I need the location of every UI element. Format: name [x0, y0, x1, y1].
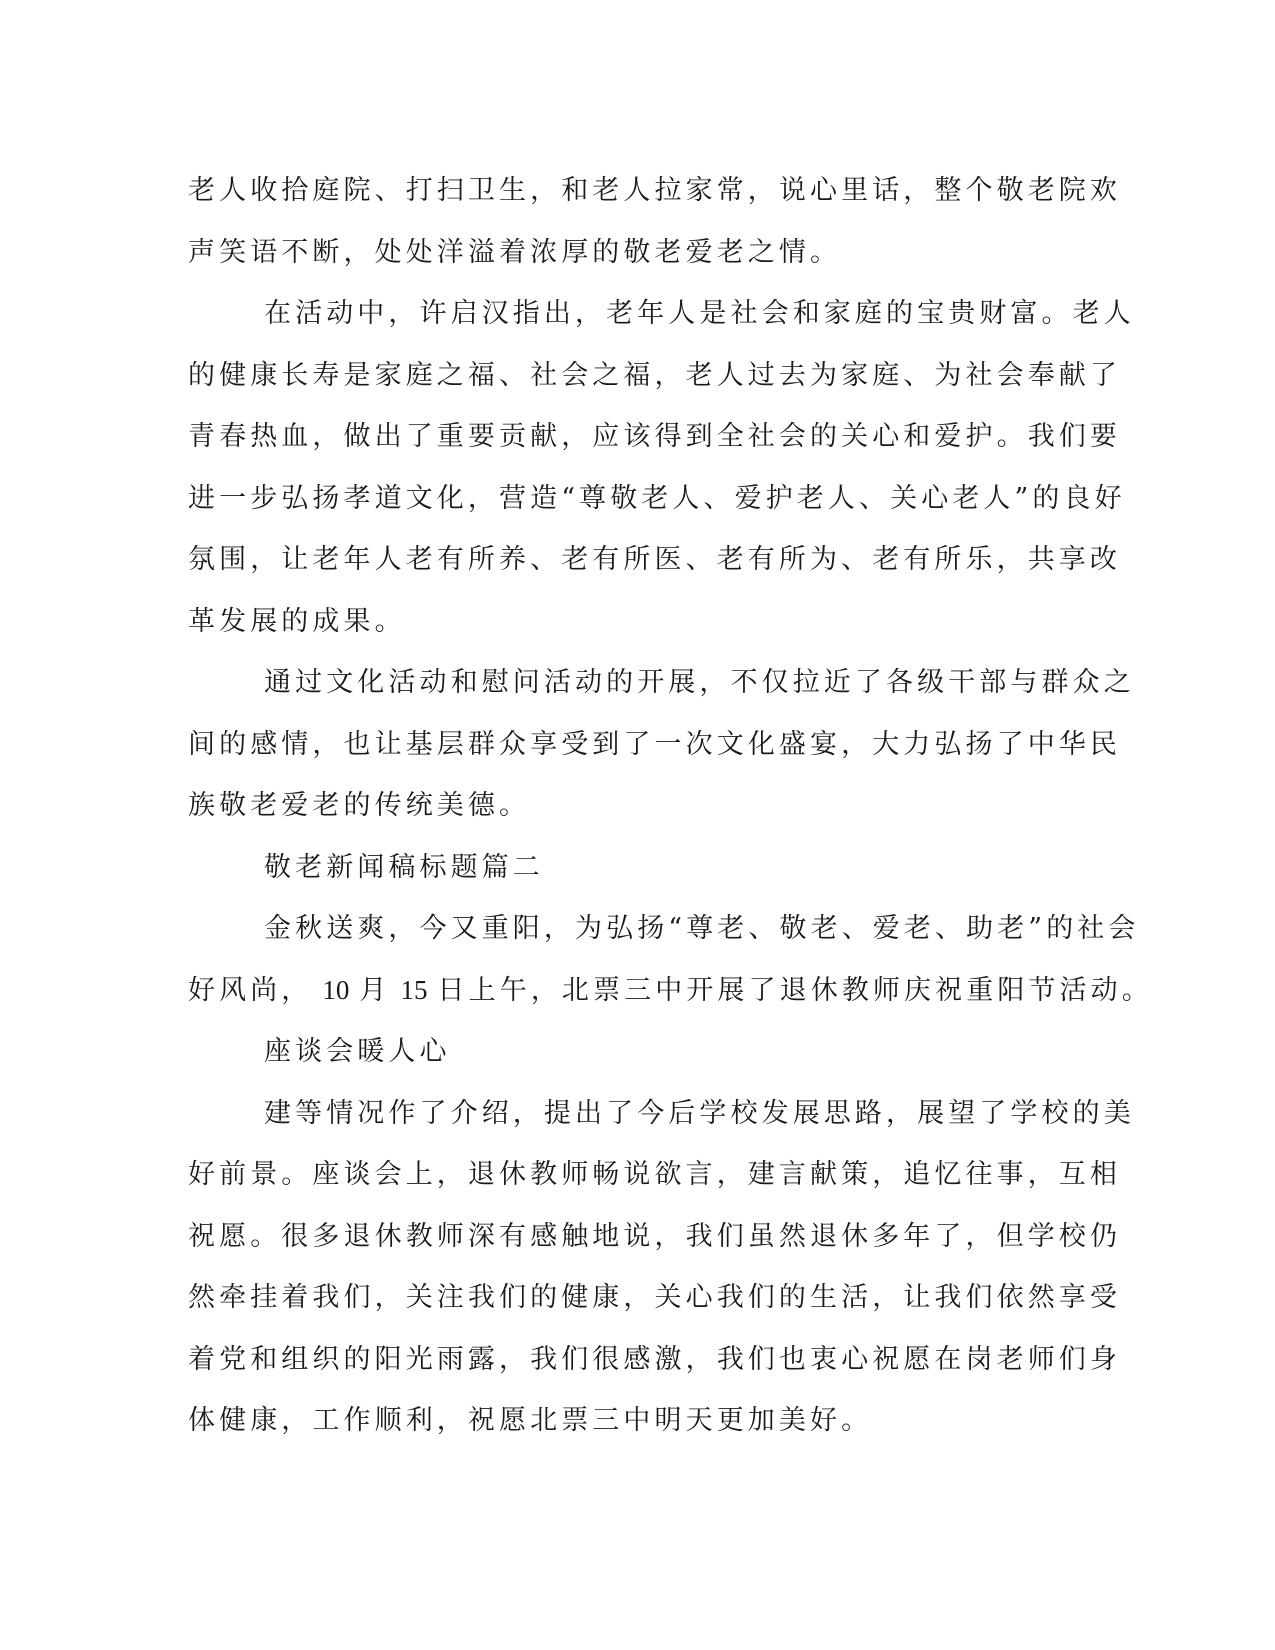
- text-line: 通过文化活动和慰问活动的开展，不仅拉近了各级干部与群众之: [264, 667, 1135, 698]
- paragraph-3: [188, 652, 1135, 837]
- heading-text: 敬老新闻稿标题篇二: [264, 851, 544, 883]
- text-fragment: 日上午，北票三中开展了退休教师庆祝重阳节活动。: [437, 974, 1153, 1006]
- text-line-with-date: [188, 960, 1153, 1022]
- text-line: 的健康长寿是家庭之福、社会之福，老人过去为家庭、为社会奉献了: [188, 359, 1121, 391]
- paragraph-4: [188, 898, 1153, 1021]
- subheading-text: 座谈会暖人心: [264, 1036, 451, 1067]
- document-body: [188, 160, 1153, 1452]
- day-number: 15: [400, 974, 428, 1005]
- text-line: 青春热血，做出了重要贡献，应该得到全社会的关心和爱护。我们要: [188, 421, 1121, 452]
- paragraph-2: [188, 283, 1135, 652]
- subheading: [188, 1021, 1088, 1083]
- text-line: 建等情况作了介绍，提出了今后学校发展思路，展望了学校的美: [264, 1097, 1135, 1129]
- text-line: 族敬老爱老的传统美德。: [188, 790, 531, 821]
- text-line: 体健康，工作顺利，祝愿北票三中明天更加美好。: [188, 1405, 873, 1436]
- text-line: 祝愿。很多退休教师深有感触地说，我们虽然退休多年了，但学校仍: [188, 1220, 1121, 1252]
- month-number: 10: [322, 974, 350, 1005]
- text-fragment: 好风尚，: [188, 974, 313, 1006]
- text-line: 然牵挂着我们，关注我们的健康，关心我们的生活，让我们依然享受: [188, 1282, 1121, 1313]
- text-line: 在活动中，许启汉指出，老年人是社会和家庭的宝贵财富。老人: [264, 298, 1135, 329]
- text-line: 金秋送爽，今又重阳，为弘扬“尊老、敬老、爱老、助老”的社会: [264, 913, 1140, 944]
- text-fragment: 月: [359, 974, 391, 1006]
- text-line: 间的感情，也让基层群众享受到了一次文化盛宴，大力弘扬了中华民: [188, 728, 1121, 760]
- text-line: 革发展的成果。: [188, 605, 406, 637]
- paragraph-5: [188, 1083, 1135, 1452]
- paragraph-1: [188, 160, 1121, 283]
- text-line: 进一步弘扬孝道文化，营造“尊敬老人、爱护老人、关心老人”的良好: [188, 482, 1126, 514]
- text-line: 好前景。座谈会上，退休教师畅说欲言，建言献策，追忆往事，互相: [188, 1159, 1121, 1190]
- section-heading: [188, 837, 1088, 899]
- text-line: 着党和组织的阳光雨露，我们很感激，我们也衷心祝愿在岗老师们身: [188, 1343, 1121, 1375]
- text-line: 老人收拾庭院、打扫卫生，和老人拉家常，说心里话，整个敬老院欢: [188, 175, 1121, 206]
- text-line: 氛围，让老年人老有所养、老有所医、老有所为、老有所乐，共享改: [188, 544, 1121, 575]
- text-line: 声笑语不断，处处洋溢着浓厚的敬老爱老之情。: [188, 236, 842, 268]
